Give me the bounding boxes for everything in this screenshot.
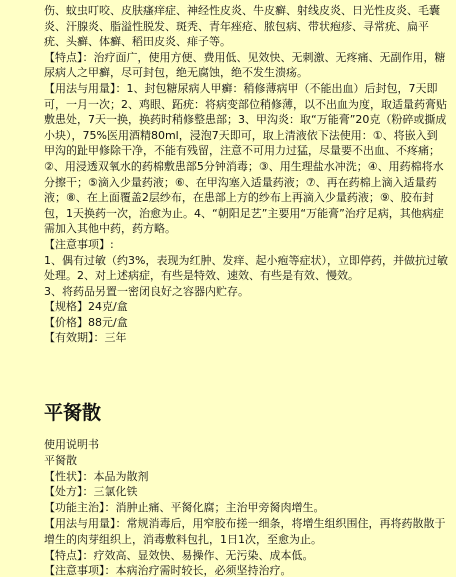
section-pingnu-san [44, 437, 448, 577]
notes-paragraph: 1、偶有过敏（约3%，表现为红肿、发痒、起小疱等症状），立即停药，并做抗过敏处理。2、对上述病症，有些是特效、速效、有些是有效、慢效。 3、将药品另置一密闭良好之容器内贮存。 [44, 253, 448, 298]
price-line: 【价格】88元/盒 [44, 315, 128, 329]
formula-line: 【处方】：三氯化铁 [44, 485, 138, 499]
indication-line: 【功能主治】：消肿止痛、平胬化腐；主治甲旁胬肉增生。 [44, 501, 325, 515]
spec-line: 【规格】24克/盒 [44, 300, 128, 314]
section-title: 平胬散 [44, 402, 102, 424]
manual-heading: 使用说明书 [44, 438, 99, 451]
features-line: 【特点】：疗效高、显效快、易操作、无污染、成本低。 [44, 548, 314, 562]
notes-line: 【注意事项】：本病治疗需时较长，必须坚持治疗。 [44, 564, 292, 577]
notes-label: 【注意事项】: [44, 237, 114, 251]
features-paragraph: 【特点】：治疗面广，使用方便、费用低、见效快、无刺激、无疼痛、无副作用，糖尿病人之甲癣，尽可封包，绝无腐蚀，绝不发生溃疡。 [44, 50, 446, 80]
product-name: 平胬散 [44, 453, 77, 467]
usage-line: 【用法与用量】：常规消毒后，用窄胶布搓一细条，将增生组织围住，再将药散散于增生的肉芽组织上，消毒敷料包扎，1日1次，至愈为止。 [44, 516, 446, 546]
nature-line: 【性状】：本品为散剂 [44, 469, 149, 483]
usage-paragraph: 【用法与用量】：1、封包糖尿病人甲癣：稍修薄病甲（不能出血）后封包，7天即可，一月一次；2、鸡眼、跖疣：将病变部位稍修薄，以不出血为度，取适量药膏贴敷患处，7天一换，换药时稍修整患部；3、甲沟炎：取“万能膏”20克（粉碎或撕成小块），75%医用酒精80ml，浸泡7天即可，取上清液依下法使用：①、将嵌入到甲沟的趾甲修除干净，不能有残留，注意不可用力过猛，尽量要不出血、不疼痛；②、用浸透双氧水的药棉敷患部5分钟消毒；③、用生理盐水冲洗；④、用药棉将水分擦干；⑤滴入少量药液；⑥、在甲沟塞入适量药液；⑦、再在药棉上滴入适量药液；⑧、在上面覆盖2层纱布，在患部上方的纱布上再滴入少量药液；⑨、胶布封包，1天换药一次，治愈为止。4、“朝阳足艺”主要用“万能膏”治疗足病，其他病症需加入其他中药，药方略。 [44, 81, 447, 236]
section-wanneng-gao [44, 3, 448, 346]
validity-line: 【有效期】：三年 [44, 331, 127, 345]
indications-text: 伤、蚊虫叮咬、皮肤瘙痒症、神经性皮炎、牛皮癣、射线皮炎、日光性皮炎、毛囊炎、汗腺炎、脂溢性脱发、斑秃、青年痤疮、脓包病、带状疱疹、寻常疣、扁平疣、头癣、体癣、稻田皮炎、痱子等。 [44, 4, 440, 49]
